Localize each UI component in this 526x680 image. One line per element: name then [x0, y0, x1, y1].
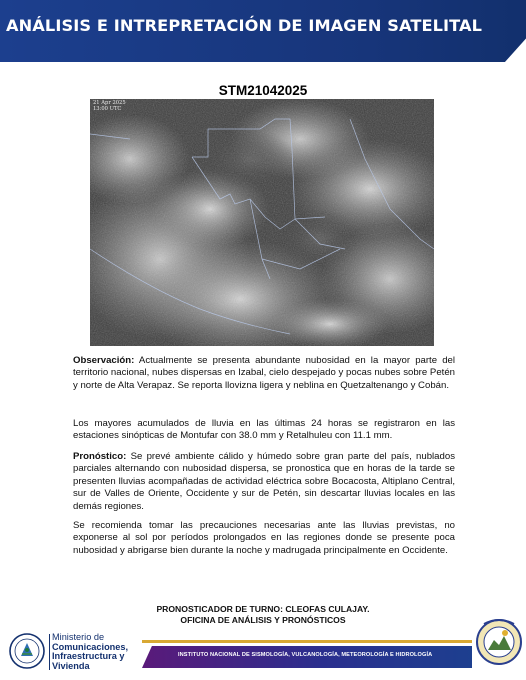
observation-label: Observación: [73, 355, 135, 366]
recommendation-paragraph: Se recomienda tomar las precauciones necesarias ante las lluvias previstas, no exponerse al sol por períodos prolongados en las regiones donde se presente poca nubosidad y abrigarse bien durante la noche y madrugada principalmente en Occidente. [73, 520, 455, 556]
satellite-image [90, 99, 434, 346]
ministry-divider [49, 634, 50, 670]
forecaster-signature: PRONOSTICADOR DE TURNO: CLEOFAS CULAJAY. [156, 604, 370, 614]
footer-gold-stripe [142, 640, 472, 643]
observation-paragraph [73, 355, 455, 392]
image-utc-time: 13:00 UTC [93, 105, 122, 112]
guatemala-seal-icon [8, 632, 46, 670]
ministry-line-2: Comunicaciones, [52, 641, 129, 652]
ministry-line-1: Ministerio de [52, 632, 105, 642]
image-date: 21 Apr 2025 [93, 100, 126, 106]
image-timestamp [93, 101, 126, 113]
insivumeh-logo-icon [474, 612, 524, 674]
rainfall-paragraph: Los mayores acumulados de lluvia en las últimas 24 horas se registraron en las estaciones sinópticas de Montufar con 38.0 mm y Retalhuleu con 11.1 mm. [73, 418, 455, 442]
ministry-line-4: Vivienda [52, 660, 90, 671]
ministry-line-3: Infraestructura y [52, 651, 125, 662]
document-title: ANÁLISIS E INTREPRETACIÓN DE IMAGEN SATELITAL [6, 16, 483, 35]
forecast-text: Se prevé ambiente cálido y húmedo sobre gran parte del país, nublados parciales alternando con nubosidad dispersa, se pronostica que en horas de la tarde se presenten lluvias acompañadas de actividad eléctrica sobre Bocacosta, Altiplano Central, sur de Valles de Oriente, Occidente y sur de Petén, sin descartar lluvias locales en las demás regiones. [73, 451, 455, 512]
document-id: STM21042025 [218, 83, 308, 98]
forecast-label: Pronóstico: [73, 451, 127, 462]
satellite-cloud-render [90, 99, 434, 346]
ministry-name [52, 633, 144, 671]
observation-text: Actualmente se presenta abundante nubosidad en la mayor parte del territorio nacional, nubes dispersas en Izabal, cielo despejado y pocas nubes sobre Petén y norte de Alta Verapaz. Se reporta llovizna ligera y neblina en Quetzaltenango y Cobán. [73, 355, 455, 391]
institute-name: INSTITUTO NACIONAL DE SISMOLOGÍA, VULCANOLOGÍA, METEOROLOGÍA E HIDROLOGÍA [178, 652, 433, 658]
forecast-paragraph [73, 451, 455, 513]
office-signature: OFICINA DE ANÁLISIS Y PRONÓSTICOS [180, 615, 346, 625]
